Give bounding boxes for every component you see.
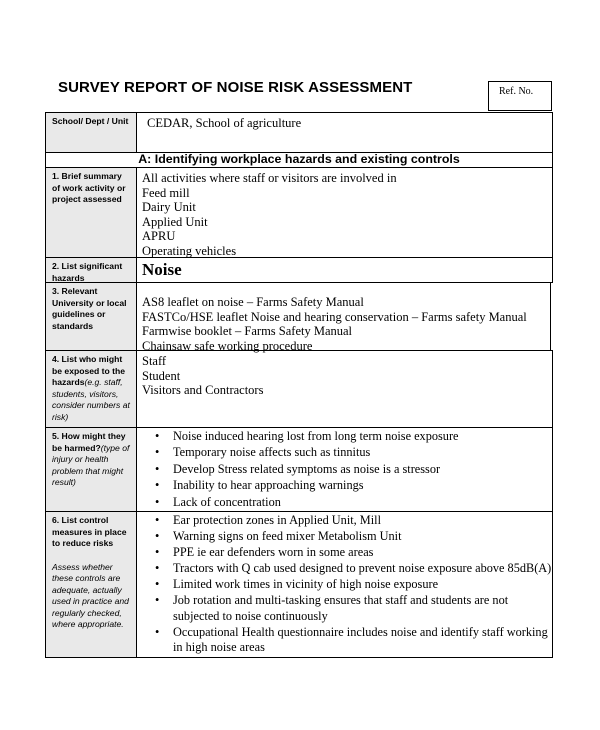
list-item: • Temporary noise affects such as tinnitus xyxy=(155,445,371,460)
school-value-cell xyxy=(136,112,553,153)
row3-line: FASTCo/HSE leaflet Noise and hearing conservation – Farms safety Manual xyxy=(142,309,527,324)
list-item: • Noise induced hearing lost from long term noise exposure xyxy=(155,429,459,443)
list-item: • PPE ie ear defenders worn in some areas xyxy=(155,545,374,560)
bullet: • xyxy=(155,445,160,460)
row3-line: Farmwise booklet – Farms Safety Manual xyxy=(142,324,353,339)
bullet: • xyxy=(155,593,160,608)
row5-label-cell xyxy=(45,427,137,512)
row1-label-cell xyxy=(45,167,137,258)
bullet: • xyxy=(155,513,160,527)
school-label-cell xyxy=(45,112,137,153)
ref-no-box: Ref. No. xyxy=(488,81,552,111)
bullet: • xyxy=(155,461,160,476)
row4-label-bold: 4. List who might be exposed to the hazards xyxy=(52,354,126,387)
row1-line: Applied Unit xyxy=(142,214,208,229)
bullet: • xyxy=(155,478,160,493)
row3-line: Chainsaw safe working procedure xyxy=(142,338,313,353)
row4-label-cell xyxy=(45,350,137,428)
row2-value: Noise xyxy=(142,260,182,279)
row4-content-cell xyxy=(136,350,553,428)
list-item: • Develop Stress related symptoms as noise is a stressor xyxy=(155,461,441,476)
row1-line: APRU xyxy=(142,229,176,244)
section-a-header: A: Identifying workplace hazards and existing controls xyxy=(45,152,553,168)
row6-label-italic: Assess whether these controls are adequate, actually used in practice and regularly checked, where appropriate. xyxy=(52,561,129,629)
list-item: • Job rotation and multi-tasking ensures that staff and students are not xyxy=(155,593,509,608)
bullet: • xyxy=(155,494,160,509)
list-item: • Lack of concentration xyxy=(155,494,281,509)
row6-label-cell xyxy=(45,511,137,658)
row1-line: Feed mill xyxy=(142,185,190,200)
list-item: • Ear protection zones in Applied Unit, Mill xyxy=(155,513,381,527)
row6-list-cont xyxy=(137,624,552,640)
row2-content-cell xyxy=(136,257,553,283)
row3-label-cell xyxy=(45,282,137,351)
list-item: • Limited work times in vicinity of high noise exposure xyxy=(155,577,439,592)
bullet: • xyxy=(155,561,160,576)
row5-label-bold: 5. How might they be harmed? xyxy=(52,431,126,453)
row1-line: Operating vehicles xyxy=(142,243,237,258)
bullet: • xyxy=(155,577,160,592)
row1-line: Dairy Unit xyxy=(142,200,196,215)
row5-label-italic: (type of injury or health problem that might result) xyxy=(52,442,130,487)
row4-line: Visitors and Contractors xyxy=(142,383,264,398)
row1-label: 1. Brief summary of work activity or project assessed xyxy=(52,171,126,204)
page-title: SURVEY REPORT OF NOISE RISK ASSESSMENT xyxy=(58,79,413,96)
list-item: • Occupational Health questionnaire includes noise and identify staff working xyxy=(155,625,548,640)
school-label: School/ Dept / Unit xyxy=(52,116,129,126)
row5-content-cell xyxy=(136,427,553,512)
row4-line: Staff xyxy=(142,354,167,368)
school-value: CEDAR, School of agriculture xyxy=(147,116,302,130)
list-item: • Warning signs on feed mixer Metabolism Unit xyxy=(155,529,402,544)
row2-label: 2. List significant hazards xyxy=(52,261,123,283)
row4-line: Student xyxy=(142,368,181,383)
row6-content-cell xyxy=(136,511,553,658)
row3-line: AS8 leaflet on noise – Farms Safety Manual xyxy=(142,295,364,309)
list-item-continuation: subjected to noise continuously xyxy=(173,608,328,623)
row3-label: 3. Relevant University or local guidelines or standards xyxy=(52,286,127,331)
row3-content-cell xyxy=(136,282,551,351)
bullet: • xyxy=(155,545,160,560)
row2-label-cell xyxy=(45,257,137,283)
list-item: • Inability to hear approaching warnings xyxy=(155,478,364,493)
bullet: • xyxy=(155,529,160,544)
row6-list xyxy=(137,512,552,609)
row6-label-bold: 6. List control measures in place to reduce risks xyxy=(52,515,127,548)
row1-line: All activities where staff or visitors are involved in xyxy=(142,171,397,185)
row5-list xyxy=(137,428,552,510)
list-item-continuation: in high noise areas xyxy=(173,640,265,655)
list-item: • Tractors with Q cab used designed to prevent noise exposure above 85dB(A) xyxy=(155,561,552,576)
bullet: • xyxy=(155,625,160,640)
bullet: • xyxy=(155,429,160,443)
row1-content-cell xyxy=(136,167,553,258)
row4-label-italic: (e.g. staff, students, visitors, consider numbers at risk) xyxy=(52,377,130,422)
